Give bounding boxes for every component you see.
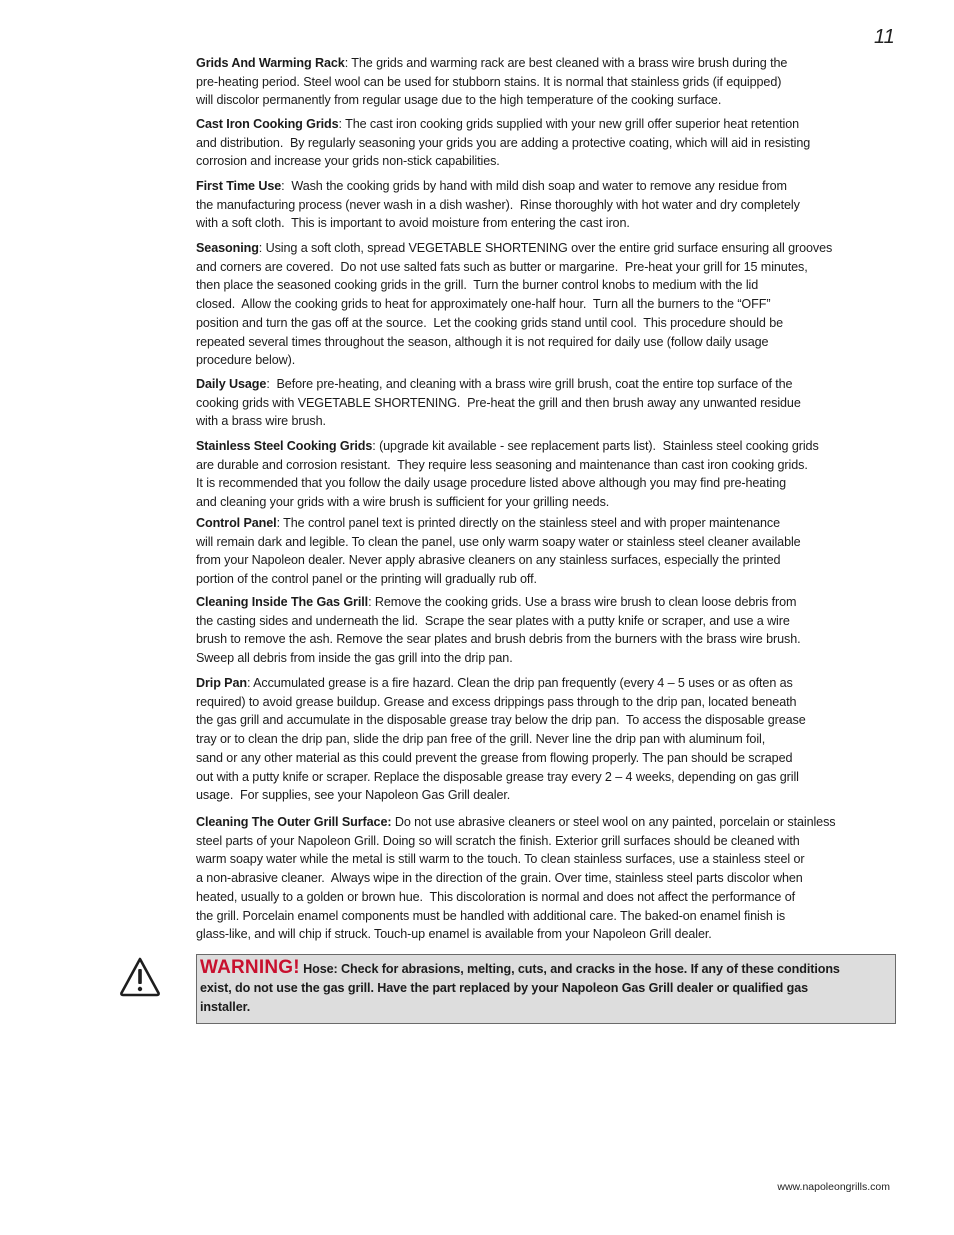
warning-line-2: exist, do not use the gas grill. Have the part replaced by your Napoleon Gas Grill dealer or qualified gas (200, 981, 809, 995)
section-line: the casting sides and underneath the lid. Scrape the sear plates with a putty knife or scraper, and use a wire (196, 613, 790, 628)
section-drip-pan (196, 674, 898, 805)
section-text: : The control panel text is printed directly on the stainless steel and with proper maintenance (276, 516, 780, 530)
section-line (196, 115, 898, 134)
section-text: : (upgrade kit available - see replacement parts list). Stainless steel cooking grids (372, 439, 819, 453)
warning-triangle-icon (119, 956, 161, 998)
footer-url: www.napoleongrills.com (777, 1181, 890, 1193)
section-line: a non-abrasive cleaner. Always wipe in the direction of the grain. Over time, stainless steel parts discolor when (196, 871, 803, 886)
section-line (196, 674, 898, 693)
section-line: heated, usually to a golden or brown hue. This discoloration is normal and does not affect the performance of (196, 889, 796, 904)
section-line: portion of the control panel or the printing will gradually rub off. (196, 572, 537, 587)
section-text: : Accumulated grease is a fire hazard. Clean the drip pan frequently (every 4 – 5 uses or as often as (246, 676, 793, 690)
section-cleaning-the-outer-grill-surface (196, 813, 898, 944)
section-line: pre-heating period. Steel wool can be used for stubborn stains. It is normal that stainless grids (if equipped) (196, 74, 782, 89)
section-text: : The grids and warming rack are best cleaned with a brass wire brush during the (344, 56, 788, 70)
section-term: Cast Iron Cooking Grids (196, 117, 339, 131)
section-line: from your Napoleon dealer. Never apply abrasive cleaners on any stainless surfaces, especially the printed (196, 553, 781, 568)
warning-box (196, 954, 896, 1024)
section-text: : Before pre-heating, and cleaning with a brass wire grill brush, coat the entire top surface of the (266, 377, 793, 391)
section-term: Seasoning (196, 241, 259, 255)
section-line (196, 514, 898, 533)
section-line (196, 54, 898, 73)
section-line: and distribution. By regularly seasoning your grids you are adding a protective coating, which will aid in resisting (196, 135, 811, 150)
section-line (196, 813, 898, 832)
section-line (196, 437, 898, 456)
section-line: with a soft cloth. This is important to avoid moisture from entering the cast iron. (196, 216, 630, 231)
section-term: Cleaning The Outer Grill Surface: (196, 815, 392, 829)
section-text: : The cast iron cooking grids supplied with your new grill offer superior heat retention (338, 117, 799, 131)
section-line: Sweep all debris from inside the gas grill into the drip pan. (196, 651, 513, 666)
section-line (196, 593, 898, 612)
section-term: Daily Usage (196, 377, 267, 391)
section-line: repeated several times throughout the season, although it is not required for daily use (follow daily usage (196, 334, 769, 349)
section-term: Drip Pan (196, 676, 247, 690)
section-grids-and-warming-rack (196, 54, 898, 110)
warning-line-1 (200, 958, 892, 979)
section-line: procedure below). (196, 353, 296, 368)
section-term: Stainless Steel Cooking Grids (196, 439, 373, 453)
section-first-time-use (196, 177, 898, 233)
section-line: then place the seasoned cooking grids in the grill. Turn the burner control knobs to medium with the lid (196, 278, 759, 293)
section-text: Do not use abrasive cleaners or steel wool on any painted, porcelain or stainless (391, 815, 836, 829)
section-line: out with a putty knife or scraper. Replace the disposable grease tray every 2 – 4 weeks, depending on gas grill (196, 769, 799, 784)
section-line: the gas grill and accumulate in the disposable grease tray below the drip pan. To access the disposable grease (196, 713, 806, 728)
section-line: cooking grids with VEGETABLE SHORTENING. Pre-heat the grill and then brush away any unwanted residue (196, 395, 801, 410)
warning-label: WARNING! (200, 957, 300, 978)
section-control-panel (196, 514, 898, 589)
section-line: and cleaning your grids with a wire brush is sufficient for your grilling needs. (196, 495, 610, 510)
section-text: : Wash the cooking grids by hand with mild dish soap and water to remove any residue from (281, 179, 787, 193)
section-line: usage. For supplies, see your Napoleon Gas Grill dealer. (196, 788, 511, 803)
section-line (196, 375, 898, 394)
section-line: will remain dark and legible. To clean the panel, use only warm soapy water or stainless steel cleaner available (196, 534, 801, 549)
section-daily-usage (196, 375, 898, 431)
page-number: 11 (874, 26, 895, 48)
section-cast-iron-cooking-grids (196, 115, 898, 171)
section-line: steel parts of your Napoleon Grill. Doing so will scratch the finish. Exterior grill surfaces should be cleaned with (196, 833, 800, 848)
section-line: with a brass wire brush. (196, 414, 326, 429)
section-line: corrosion and increase your grids non-stick capabilities. (196, 154, 500, 169)
section-line: brush to remove the ash. Remove the sear plates and brush debris from the burners with the brass wire brush. (196, 632, 801, 647)
section-term: First Time Use (196, 179, 282, 193)
section-line: the manufacturing process (never wash in a dish washer). Rinse thoroughly with hot water and dry completely (196, 197, 800, 212)
section-stainless-steel-cooking-grids (196, 437, 898, 512)
section-line: glass-like, and will chip if struck. Touch-up enamel is available from your Napoleon Grill dealer. (196, 927, 712, 942)
section-line: sand or any other material as this could prevent the grease from flowing properly. The pan should be scraped (196, 750, 793, 765)
section-cleaning-inside-the-gas-grill (196, 593, 898, 668)
section-line: It is recommended that you follow the daily usage procedure listed above although you may find pre-heating (196, 476, 787, 491)
section-line: required) to avoid grease buildup. Grease and excess drippings pass through to the drip pan, located beneath (196, 694, 797, 709)
section-line: warm soapy water while the metal is still warm to the touch. To clean stainless surfaces, use a stainless steel or (196, 852, 805, 867)
section-line: closed. Allow the cooking grids to heat for approximately one-half hour. Turn all the burners to the “OFF” (196, 297, 771, 312)
section-line: and corners are covered. Do not use salted fats such as butter or margarine. Pre-heat your grill for 15 minutes, (196, 259, 808, 274)
warning-line-3: installer. (200, 1000, 251, 1014)
section-line: position and turn the gas off at the source. Let the cooking grids stand until cool. This procedure should be (196, 315, 784, 330)
section-text: : Remove the cooking grids. Use a brass wire brush to clean loose debris from (368, 595, 797, 609)
section-line: tray or to clean the drip pan, slide the drip pan free of the grill. Never line the drip pan with aluminum foil, (196, 732, 766, 747)
section-line: the grill. Porcelain enamel components must be handled with additional care. The baked-on enamel finish is (196, 908, 786, 923)
section-term: Control Panel (196, 516, 277, 530)
section-line (196, 239, 898, 258)
section-line: will discolor permanently from regular usage due to the high temperature of the cooking surface. (196, 93, 722, 108)
section-term: Grids And Warming Rack (196, 56, 345, 70)
section-seasoning (196, 239, 898, 370)
warning-text: Hose: Check for abrasions, melting, cuts, and cracks in the hose. If any of these conditions (299, 962, 840, 976)
section-term: Cleaning Inside The Gas Grill (196, 595, 369, 609)
section-text: : Using a soft cloth, spread VEGETABLE SHORTENING over the entire grid surface ensuring all grooves (258, 241, 833, 255)
section-line: are durable and corrosion resistant. They require less seasoning and maintenance than cast iron cooking grids. (196, 457, 808, 472)
section-line (196, 177, 898, 196)
